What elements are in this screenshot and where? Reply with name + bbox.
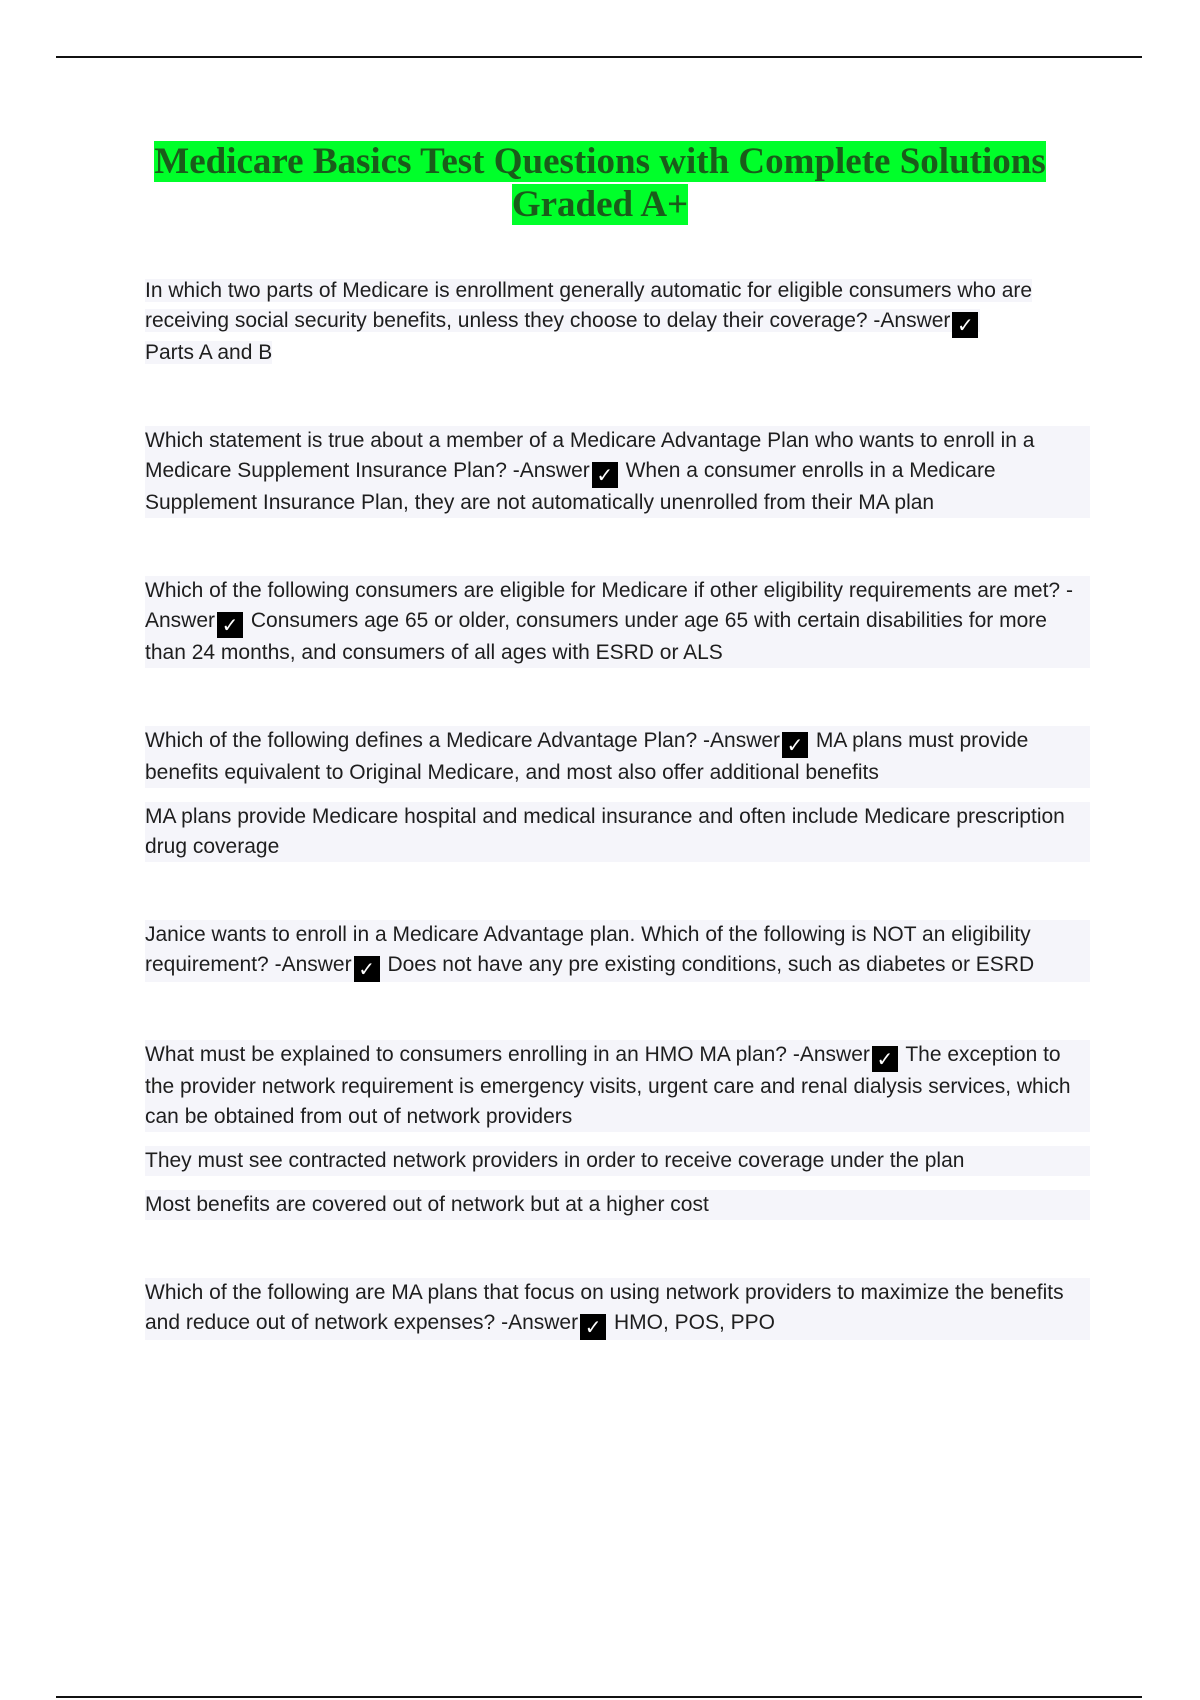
- qa-item-4: [145, 726, 1090, 862]
- check-box-icon: ✓: [592, 462, 618, 488]
- question-text: Which statement is true about a member of a Medicare Advantage Plan who wants to enroll in a Medicare Supplement Insurance Plan?: [145, 429, 1035, 482]
- check-box-icon: ✓: [580, 1314, 606, 1340]
- answer-marker: -Answer: [145, 579, 1073, 632]
- answer-text: Does not have any pre existing conditions, such as diabetes or ESRD: [387, 953, 1035, 976]
- qa-item-1: [145, 276, 1090, 368]
- question-text: Which of the following consumers are eligible for Medicare if other eligibility requirements are met?: [145, 579, 1061, 602]
- question-text: What must be explained to consumers enrolling in an HMO MA plan?: [145, 1043, 787, 1066]
- answer-text: Parts A and B: [145, 341, 273, 364]
- answer-text: MA plans provide Medicare hospital and medical insurance and often include Medicare prescription drug coverage: [145, 802, 1090, 862]
- qa-item-5: [145, 920, 1090, 982]
- answer-text: Consumers age 65 or older, consumers under age 65 with certain disabilities for more than 24 months, and consumers of all ages with ESRD or ALS: [145, 609, 1047, 664]
- answer-text: Most benefits are covered out of network but at a higher cost: [145, 1190, 1090, 1220]
- question-text: In which two parts of Medicare is enrollment generally automatic for eligible consumers who are receiving social security benefits, unless they choose to delay their coverage?: [145, 279, 1033, 332]
- question-text: Janice wants to enroll in a Medicare Advantage plan. Which of the following is NOT an eligibility requirement?: [145, 923, 1031, 976]
- qa-list: [145, 276, 1090, 1398]
- check-box-icon: ✓: [354, 956, 380, 982]
- bottom-divider: [56, 1696, 1142, 1698]
- check-box-icon: ✓: [782, 732, 808, 758]
- answer-text: The exception to the provider network requirement is emergency visits, urgent care and renal dialysis services, which can be obtained from out of network providers: [145, 1043, 1071, 1128]
- question-text: Which of the following are MA plans that focus on using network providers to maximize the benefits and reduce out of network expenses?: [145, 1281, 1064, 1334]
- question-text: Which of the following defines a Medicare Advantage Plan?: [145, 729, 698, 752]
- answer-marker: -Answer: [274, 953, 352, 976]
- check-box-icon: ✓: [217, 612, 243, 638]
- qa-item-3: [145, 576, 1090, 668]
- check-box-icon: ✓: [952, 312, 978, 338]
- answer-text: MA plans must provide benefits equivalent to Original Medicare, and most also offer additional benefits: [145, 729, 1029, 784]
- answer-text: They must see contracted network providers in order to receive coverage under the plan: [145, 1146, 1090, 1176]
- answer-marker: -Answer: [873, 309, 951, 332]
- answer-text: HMO, POS, PPO: [613, 1311, 775, 1334]
- check-box-icon: ✓: [872, 1046, 898, 1072]
- answer-marker: -Answer: [512, 459, 590, 482]
- answer-text: When a consumer enrolls in a Medicare Supplement Insurance Plan, they are not automatically unenrolled from their MA plan: [145, 459, 996, 514]
- qa-item-7: [145, 1278, 1090, 1340]
- answer-marker: -Answer: [501, 1311, 579, 1334]
- top-divider: [56, 56, 1142, 58]
- document-title: Medicare Basics Test Questions with Complete Solutions Graded A+: [154, 141, 1046, 225]
- qa-item-2: [145, 426, 1090, 518]
- answer-marker: -Answer: [792, 1043, 870, 1066]
- qa-item-6: [145, 1040, 1090, 1220]
- answer-marker: -Answer: [703, 729, 781, 752]
